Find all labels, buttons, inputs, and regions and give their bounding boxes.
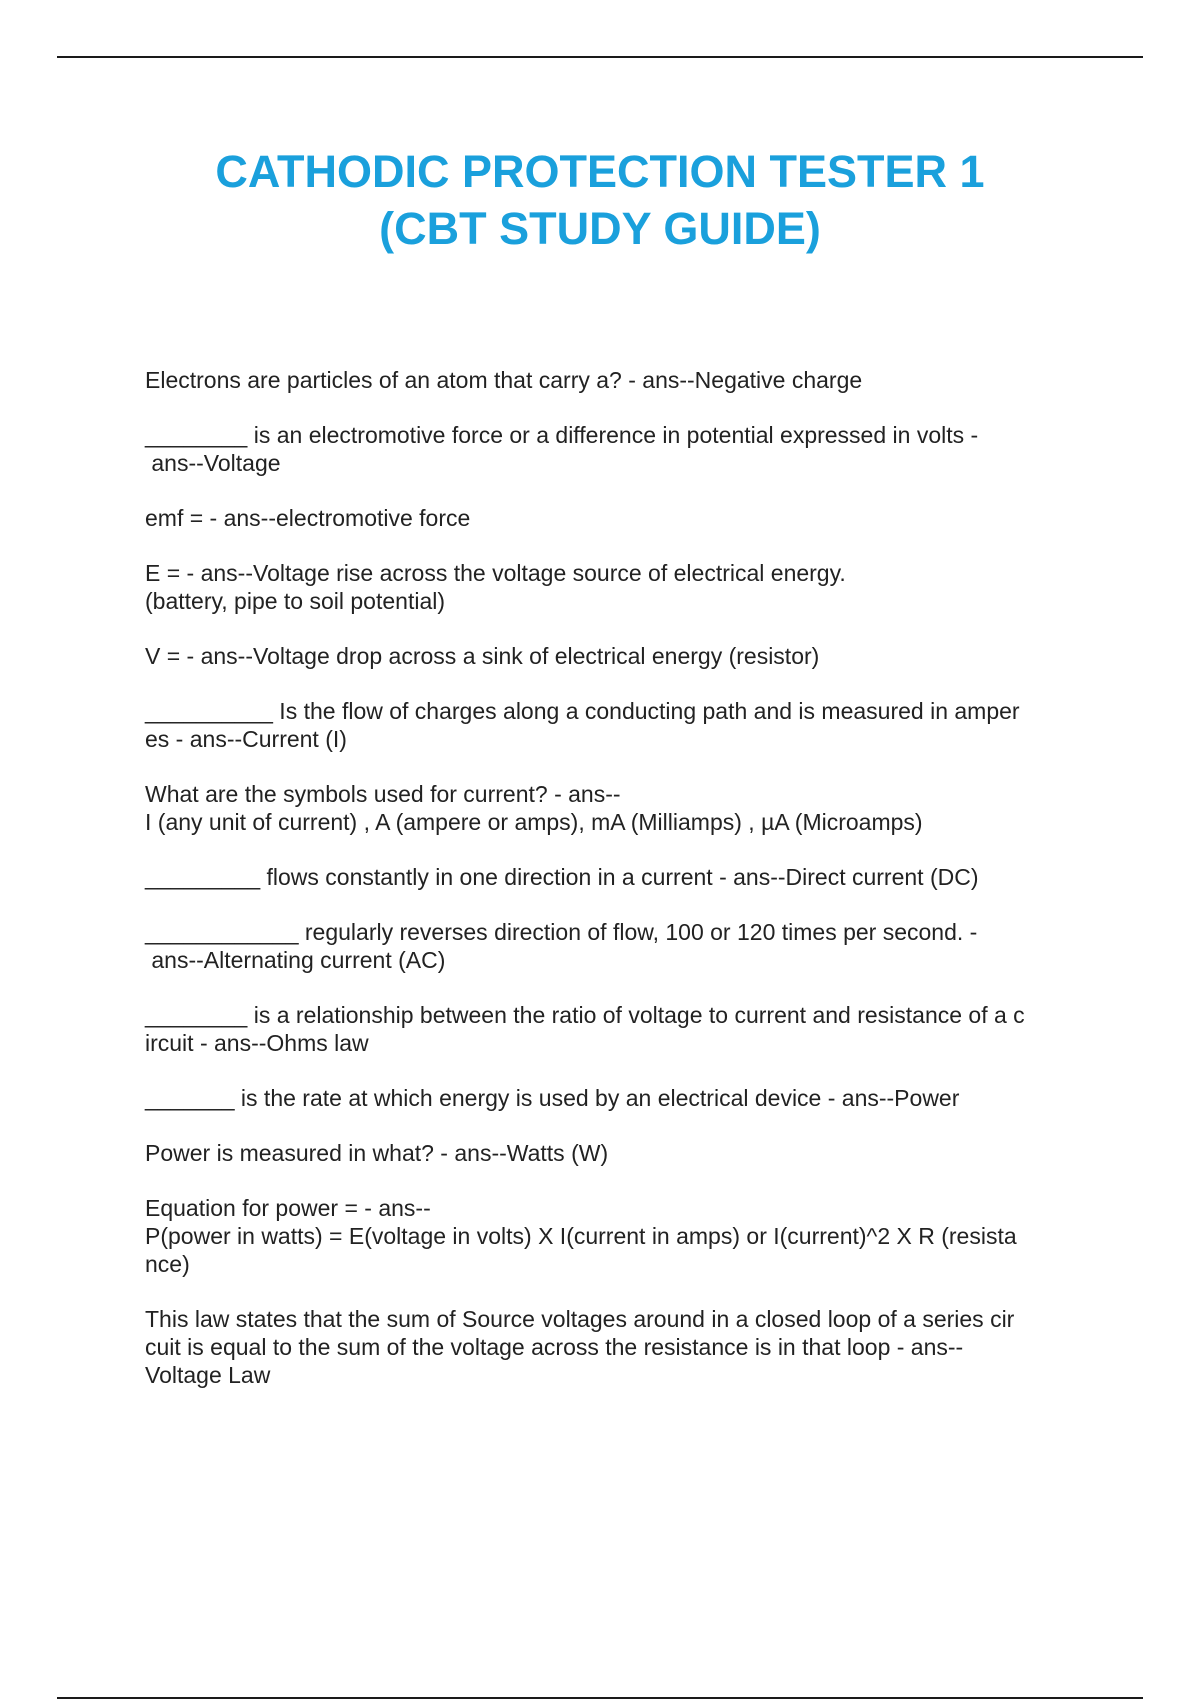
qa-item (145, 1305, 1090, 1389)
qa-line: ________ is an electromotive force or a difference in potential expressed in volts - (145, 422, 979, 448)
qa-item (145, 863, 1090, 891)
document-title (0, 143, 1200, 257)
qa-line: E = - ans--Voltage rise across the voltage source of electrical energy. (145, 560, 846, 586)
qa-line: I (any unit of current) , A (ampere or amps), mA (Milliamps) , µA (Microamps) (145, 809, 923, 835)
qa-line: This law states that the sum of Source voltages around in a closed loop of a series cir (145, 1306, 1015, 1332)
qa-item (145, 1084, 1090, 1112)
top-rule (57, 56, 1143, 58)
bottom-rule (57, 1697, 1143, 1699)
qa-line: __________ Is the flow of charges along a conducting path and is measured in amper (145, 698, 1020, 724)
title-line-1: CATHODIC PROTECTION TESTER 1 (215, 146, 985, 197)
qa-item (145, 1194, 1090, 1278)
qa-item (145, 1139, 1090, 1167)
qa-line: Power is measured in what? - ans--Watts (W) (145, 1140, 609, 1166)
qa-line: Electrons are particles of an atom that carry a? - ans--Negative charge (145, 367, 863, 393)
qa-line: What are the symbols used for current? - ans-- (145, 781, 621, 807)
qa-line: _________ flows constantly in one direction in a current - ans--Direct current (DC) (145, 864, 979, 890)
qa-line: cuit is equal to the sum of the voltage across the resistance is in that loop - ans-- (145, 1334, 964, 1360)
qa-item (145, 421, 1090, 477)
qa-item (145, 504, 1090, 532)
study-guide-content (145, 366, 1090, 1416)
qa-line: es - ans--Current (I) (145, 726, 347, 752)
qa-line: ____________ regularly reverses direction of flow, 100 or 120 times per second. - (145, 919, 978, 945)
qa-item (145, 697, 1090, 753)
qa-line: nce) (145, 1251, 190, 1277)
qa-item (145, 780, 1090, 836)
qa-line: _______ is the rate at which energy is used by an electrical device - ans--Power (145, 1085, 960, 1111)
qa-line: emf = - ans--electromotive force (145, 505, 471, 531)
qa-item (145, 559, 1090, 615)
qa-line: Equation for power = - ans-- (145, 1195, 431, 1221)
qa-line: ans--Voltage (145, 450, 281, 476)
title-line-2: (CBT STUDY GUIDE) (379, 203, 821, 254)
qa-item (145, 1001, 1090, 1057)
qa-item (145, 642, 1090, 670)
qa-line: V = - ans--Voltage drop across a sink of electrical energy (resistor) (145, 643, 820, 669)
qa-line: ircuit - ans--Ohms law (145, 1030, 369, 1056)
qa-item (145, 918, 1090, 974)
qa-line: ans--Alternating current (AC) (145, 947, 446, 973)
qa-line: Voltage Law (145, 1362, 271, 1388)
qa-line: P(power in watts) = E(voltage in volts) X I(current in amps) or I(current)^2 X R (resista (145, 1223, 1017, 1249)
qa-line: (battery, pipe to soil potential) (145, 588, 446, 614)
qa-line: ________ is a relationship between the ratio of voltage to current and resistance of a c (145, 1002, 1025, 1028)
qa-item (145, 366, 1090, 394)
